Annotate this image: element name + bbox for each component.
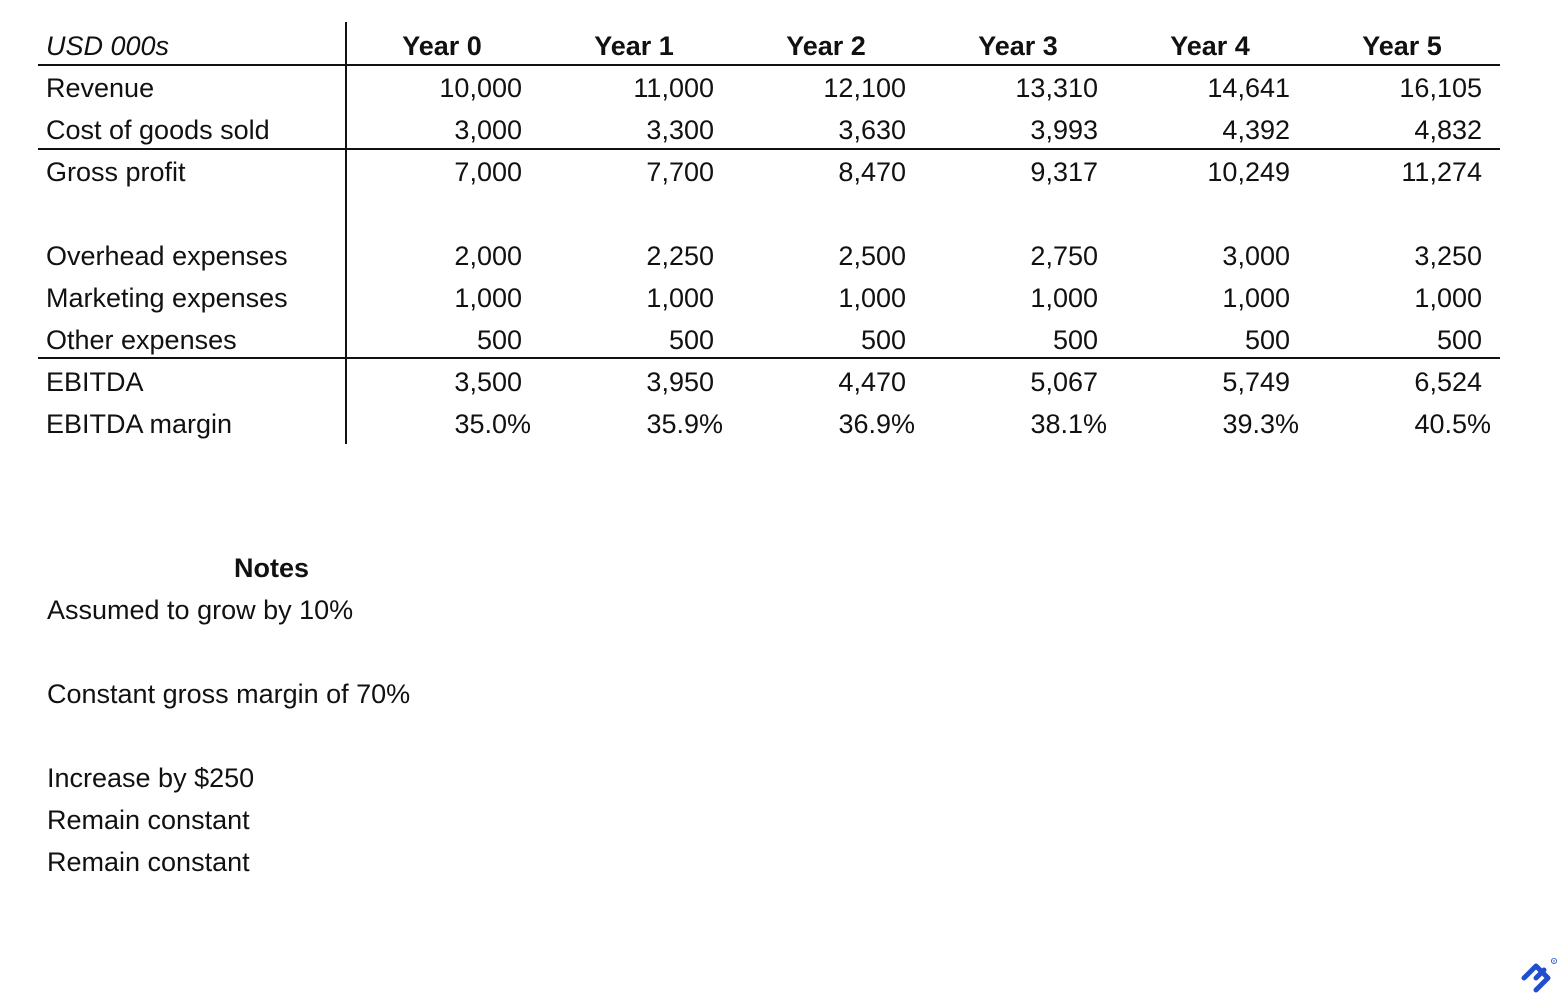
cell-value: 3,993 <box>1030 115 1098 145</box>
cell-value: 11,000 <box>633 73 714 103</box>
cell-value: 3,300 <box>646 115 714 145</box>
header-year-1: Year 1 <box>594 31 674 61</box>
row-label: EBITDA <box>46 367 144 397</box>
cell-value: 2,750 <box>1030 241 1098 271</box>
cell-value: 3,250 <box>1414 241 1482 271</box>
header-year-3: Year 3 <box>978 31 1058 61</box>
cell-value: 1,000 <box>454 283 522 313</box>
header-year-4: Year 4 <box>1170 31 1250 61</box>
cell-value: 500 <box>1052 325 1098 355</box>
header-year-2: Year 2 <box>786 31 866 61</box>
cell-value: 4,470 <box>838 367 906 397</box>
cell-value: 36.9% <box>838 409 915 439</box>
label-column-divider <box>345 22 347 444</box>
cell-value: 9,317 <box>1030 157 1098 187</box>
cell-value: 2,500 <box>838 241 906 271</box>
row-label: EBITDA margin <box>46 409 233 439</box>
cell-value: 1,000 <box>1414 283 1482 313</box>
cell-value: 38.1% <box>1030 409 1107 439</box>
cell-value: 3,500 <box>454 367 522 397</box>
cell-value: 500 <box>1436 325 1482 355</box>
cell-value: 1,000 <box>1030 283 1098 313</box>
cell-value: 2,000 <box>454 241 522 271</box>
note-line: Constant gross margin of 70% <box>47 679 411 709</box>
cell-value: 1,000 <box>838 283 906 313</box>
notes-title: Notes <box>234 553 310 583</box>
cell-value: 6,524 <box>1414 367 1482 397</box>
cell-value: 13,310 <box>1015 73 1098 103</box>
cell-value: 10,249 <box>1207 157 1290 187</box>
note-line: Remain constant <box>47 847 250 877</box>
cell-value: 500 <box>860 325 906 355</box>
row-label: Marketing expenses <box>46 283 288 313</box>
cell-value: 3,950 <box>646 367 714 397</box>
cell-value: 16,105 <box>1399 73 1482 103</box>
row-label: Overhead expenses <box>46 241 288 271</box>
note-line: Remain constant <box>47 805 250 835</box>
header-year-0: Year 0 <box>402 31 482 61</box>
cell-value: 3,630 <box>838 115 906 145</box>
header-year-5: Year 5 <box>1362 31 1442 61</box>
cell-value: 1,000 <box>646 283 714 313</box>
row-label: Other expenses <box>46 325 237 355</box>
cell-value: 7,000 <box>454 157 522 187</box>
cell-value: 11,274 <box>1401 157 1482 187</box>
cell-value: 35.9% <box>646 409 723 439</box>
cell-value: 14,641 <box>1207 73 1290 103</box>
cell-value: 2,250 <box>646 241 714 271</box>
unit-label: USD 000s <box>46 31 170 61</box>
cell-value: 500 <box>668 325 714 355</box>
cell-value: 1,000 <box>1222 283 1290 313</box>
cell-value: 12,100 <box>823 73 906 103</box>
note-line: Increase by $250 <box>47 763 255 793</box>
row-label: Revenue <box>46 73 155 103</box>
cell-value: 3,000 <box>454 115 522 145</box>
row-label: Cost of goods sold <box>46 115 270 145</box>
cell-value: 8,470 <box>838 157 906 187</box>
note-line: Assumed to grow by 10% <box>47 595 354 625</box>
cell-value: 39.3% <box>1222 409 1299 439</box>
cell-value: 500 <box>1244 325 1290 355</box>
cell-value: 5,749 <box>1222 367 1290 397</box>
cell-value: 3,000 <box>1222 241 1290 271</box>
row-label: Gross profit <box>46 157 186 187</box>
toptal-logo-icon <box>1518 956 1558 996</box>
cell-value: 40.5% <box>1414 409 1491 439</box>
ebitda-divider <box>38 357 1500 359</box>
header-divider <box>38 64 1500 66</box>
cell-value: 4,832 <box>1414 115 1482 145</box>
cell-value: 4,392 <box>1222 115 1290 145</box>
cell-value: 35.0% <box>454 409 531 439</box>
gross-profit-divider <box>38 148 1500 150</box>
cell-value: 500 <box>476 325 522 355</box>
cell-value: 5,067 <box>1030 367 1098 397</box>
cell-value: 10,000 <box>439 73 522 103</box>
svg-text:R: R <box>1552 959 1556 964</box>
cell-value: 7,700 <box>646 157 714 187</box>
